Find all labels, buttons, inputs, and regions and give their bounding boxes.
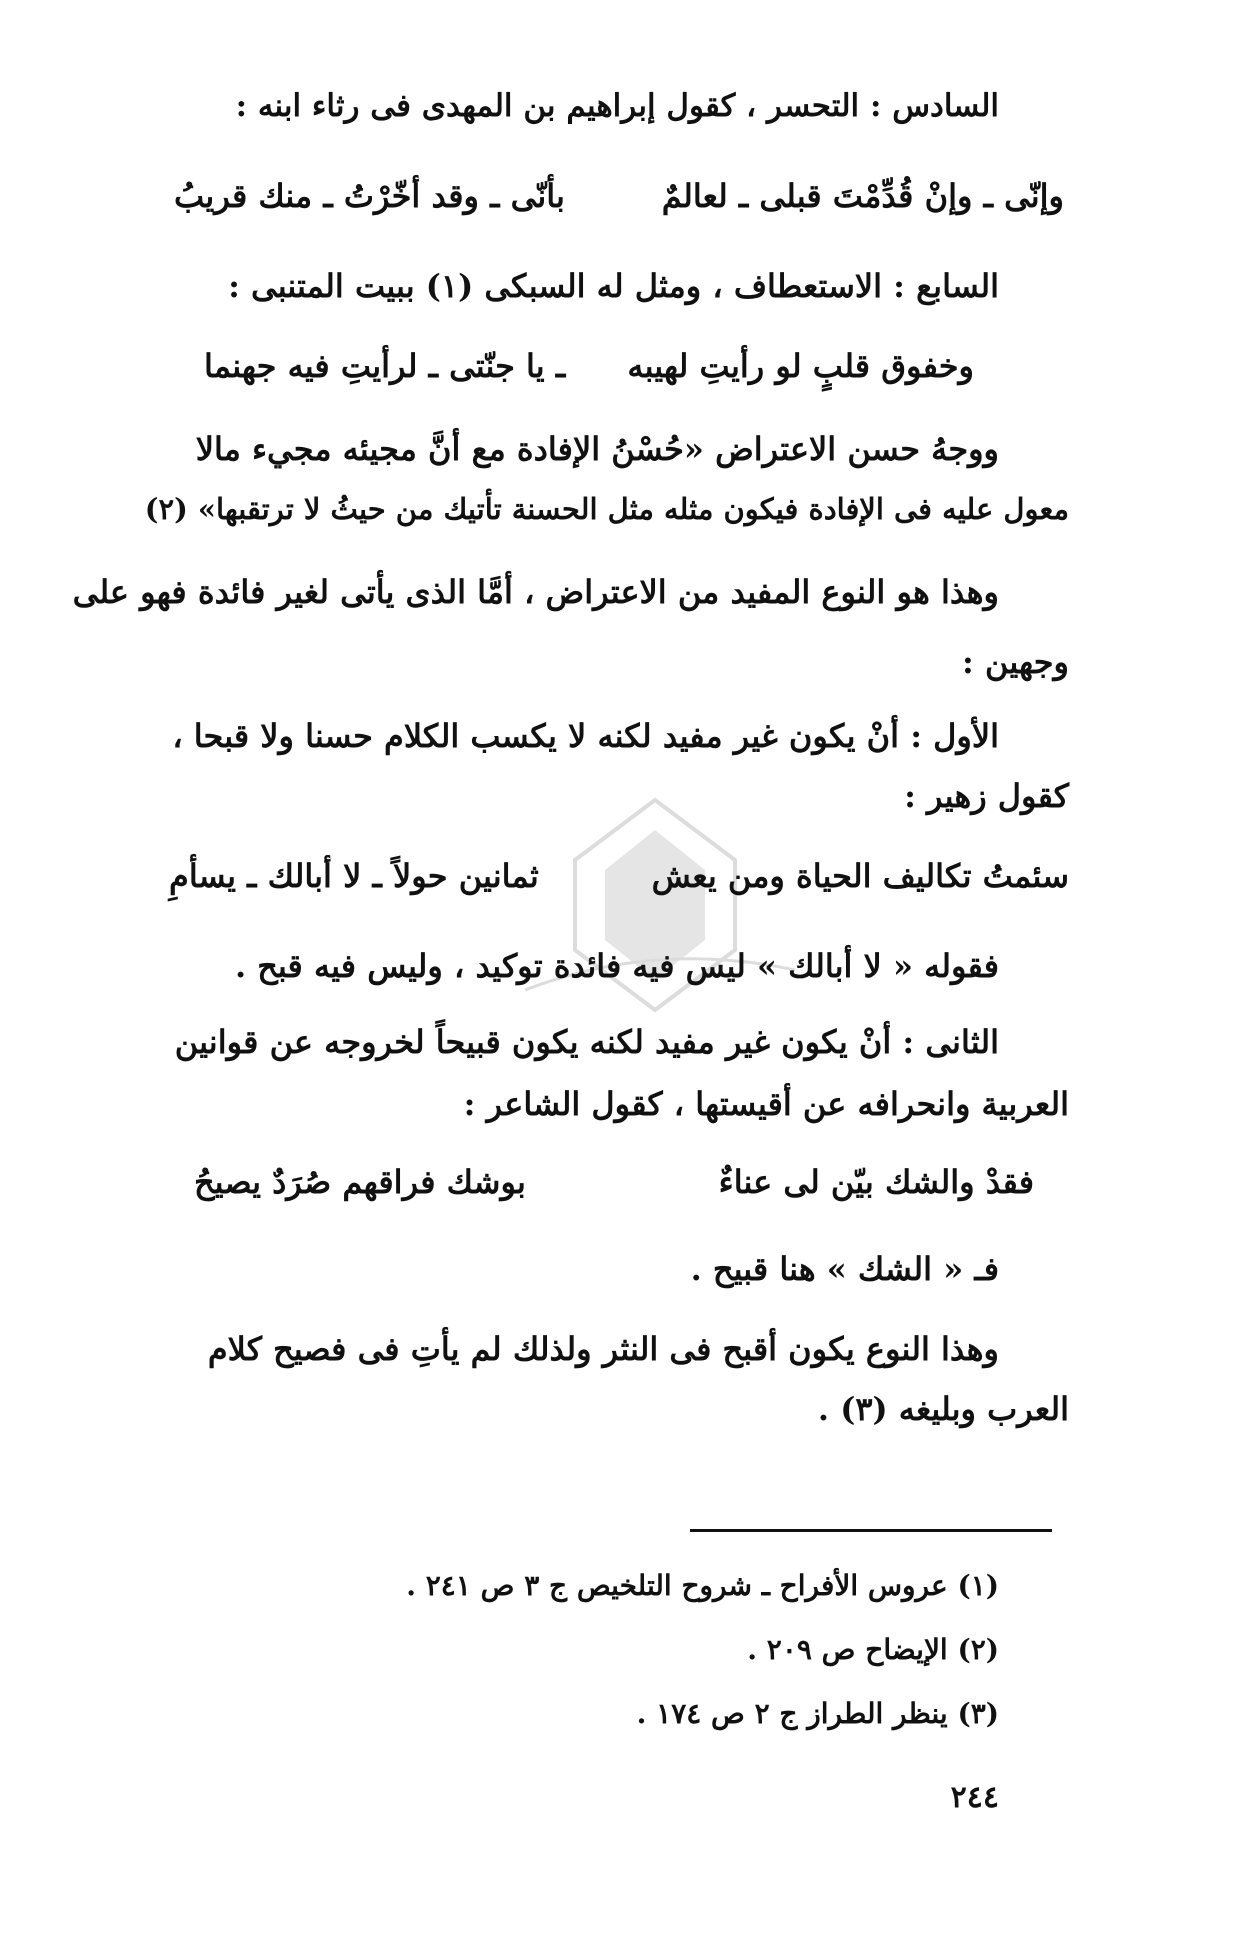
verse-hemistich-first: وإنّى ـ وإنْ قُدِّمْتَ قبلى ـ لعالمٌ (661, 177, 1064, 215)
footnote: (٣) ينظر الطراز ج ٢ ص ١٧٤ . (636, 1697, 999, 1730)
verse-hemistich-second: بأنّى ـ وقد أخّرْتُ ـ منك قريبُ (174, 177, 565, 215)
verse-hemistich-first: وخفوق قلبٍ لو رأيتِ لهيبه (627, 347, 974, 385)
text-line: العرب وبليغه (٣) . (817, 1390, 1069, 1428)
text-line: فـ « الشك » هنا قبيح . (690, 1250, 999, 1288)
text-line: فقوله « لا أبالك » ليس فيه فائدة توكيد ، وليس فيه قبح . (234, 947, 999, 985)
text-line: وجهين : (962, 643, 1069, 681)
verse-hemistich-second: بوشك فراقهم صُرَدٌ يصيحُ (194, 1163, 526, 1201)
text-line: السابع : الاستعطاف ، ومثل له السبكى (١) ببيت المتنبى : (228, 267, 999, 305)
verse-hemistich-first: سئمتُ تكاليف الحياة ومن يعش (651, 857, 1069, 895)
text-line: كقول زهير : (904, 777, 1069, 815)
footnote: (١) عروس الأفراح ـ شروح التلخيص ج ٣ ص ٢٤١ . (406, 1569, 999, 1602)
footnote-separator (690, 1529, 1052, 1532)
text-line: ووجهُ حسن الاعتراض «حُسْنُ الإفادة مع أنَّ مجيئه مجيء مالا (195, 430, 999, 468)
text-line: وهذا النوع يكون أقبح فى النثر ولذلك لم يأتِ فى فصيح كلام (207, 1330, 999, 1368)
verse-hemistich-second: ـ يا جنّتى ـ لرأيتِ فيه جهنما (204, 347, 566, 385)
page-number: ٢٤٤ (950, 1780, 999, 1815)
text-line: معول عليه فى الإفادة فيكون مثله مثل الحسنة تأتيك من حيثُ لا ترتقبها» (٢) (144, 492, 1069, 526)
verse-hemistich-first: فقدْ والشك بيّن لى عناءٌ (718, 1163, 1034, 1201)
text-line: العربية وانحرافه عن أقيستها ، كقول الشاعر : (463, 1085, 1069, 1123)
footnote: (٢) الإيضاح ص ٢٠٩ . (747, 1633, 999, 1666)
text-line: الأول : أنْ يكون غير مفيد لكنه لا يكسب الكلام حسنا ولا قبحا ، (172, 717, 999, 755)
text-line: وهذا هو النوع المفيد من الاعتراض ، أمَّا الذى يأتى لغير فائدة فهو على (72, 573, 999, 611)
verse-hemistich-second: ثمانين حولاً ـ لا أبالك ـ يسأمِ (169, 857, 539, 895)
text-line: السادس : التحسر ، كقول إبراهيم بن المهدى فى رثاء ابنه : (235, 88, 999, 124)
text-line: الثانى : أنْ يكون غير مفيد لكنه يكون قبيحاً لخروجه عن قوانين (174, 1023, 999, 1061)
